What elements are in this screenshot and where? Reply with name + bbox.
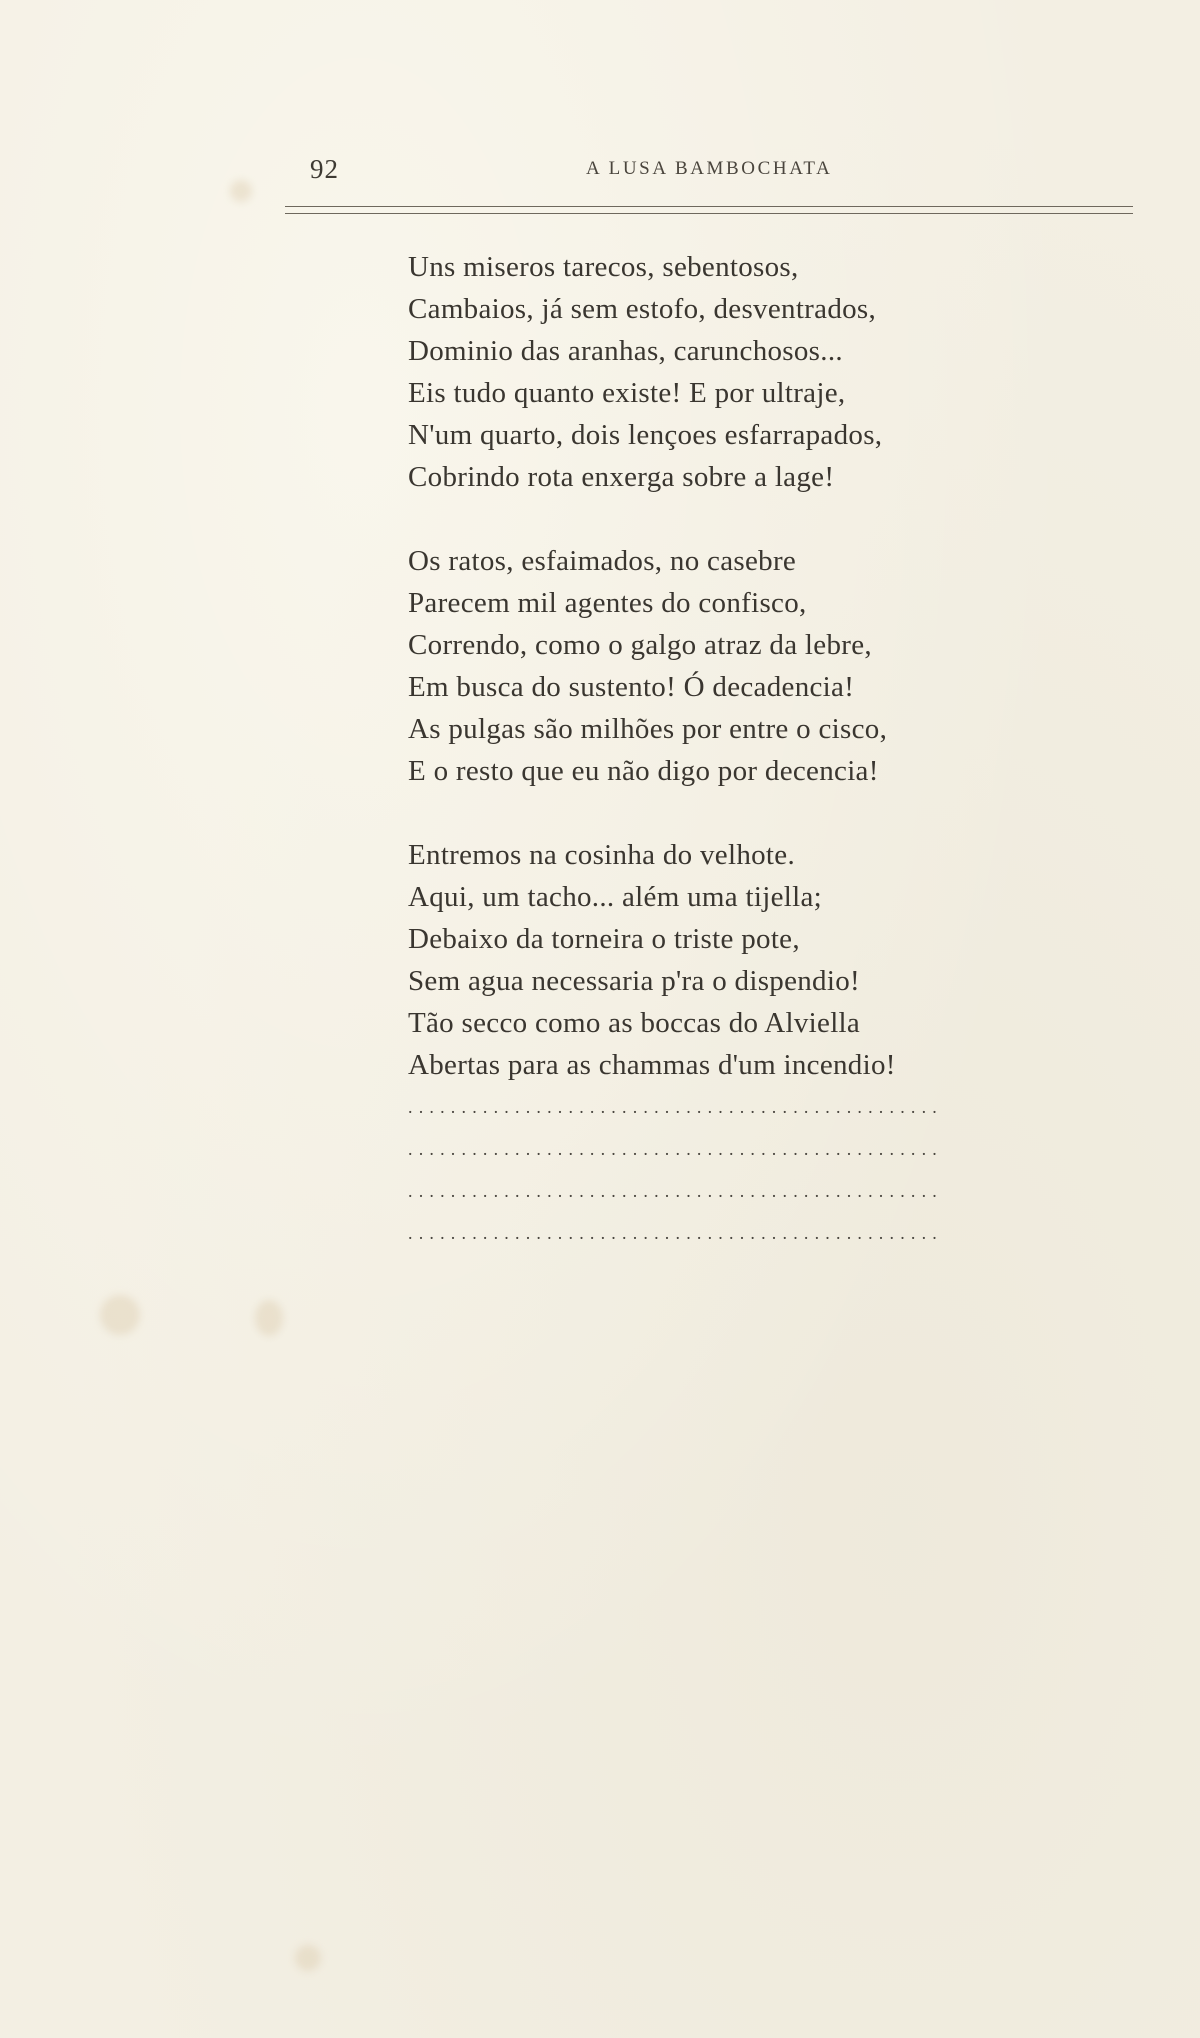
ellipsis-block <box>408 1086 968 1254</box>
verse-line: Cobrindo rota enxerga sobre a lage! <box>408 461 835 493</box>
verse-line: Os ratos, esfaimados, no casebre <box>408 545 797 577</box>
page-number: 92 <box>310 154 339 184</box>
verse-line: E o resto que eu não digo por decencia! <box>408 755 879 787</box>
verse-line: Aqui, um tacho... além uma tijella; <box>408 881 822 913</box>
stanza <box>408 246 968 498</box>
dotted-line: .................................................. <box>408 1097 943 1117</box>
page-header <box>0 150 1200 190</box>
page-stain <box>295 1945 321 1971</box>
stanza <box>408 540 968 792</box>
verse-line: Tão secco como as boccas do Alviella <box>408 1007 861 1039</box>
dotted-line: .................................................. <box>408 1181 943 1201</box>
verse-line: Sem agua necessaria p'ra o dispendio! <box>408 965 860 997</box>
verse-line: As pulgas são milhões por entre o cisco, <box>408 713 888 745</box>
verse-line: Uns miseros tarecos, sebentosos, <box>408 251 799 283</box>
page-stain <box>100 1295 140 1335</box>
dotted-line: .................................................. <box>408 1223 943 1243</box>
verse-line: Correndo, como o galgo atraz da lebre, <box>408 629 872 661</box>
verse-line: Abertas para as chammas d'um incendio! <box>408 1049 896 1081</box>
dotted-line: .................................................. <box>408 1139 943 1159</box>
running-title: A LUSA BAMBOCHATA <box>586 158 833 179</box>
verse-line: Entremos na cosinha do velhote. <box>408 839 796 871</box>
verse-line: Eis tudo quanto existe! E por ultraje, <box>408 377 846 409</box>
verse-line: Em busca do sustento! Ó decadencia! <box>408 671 855 703</box>
verse-line: Debaixo da torneira o triste pote, <box>408 923 800 955</box>
stanza <box>408 834 968 1086</box>
page-stain <box>255 1300 283 1336</box>
verse-line: Cambaios, já sem estofo, desventrados, <box>408 293 877 325</box>
verse-line: Parecem mil agentes do confisco, <box>408 587 807 619</box>
header-rule <box>285 206 1133 214</box>
poem <box>408 246 968 1254</box>
verse-line: Dominio das aranhas, carunchosos... <box>408 335 843 367</box>
verse-line: N'um quarto, dois lençoes esfarrapados, <box>408 419 883 451</box>
